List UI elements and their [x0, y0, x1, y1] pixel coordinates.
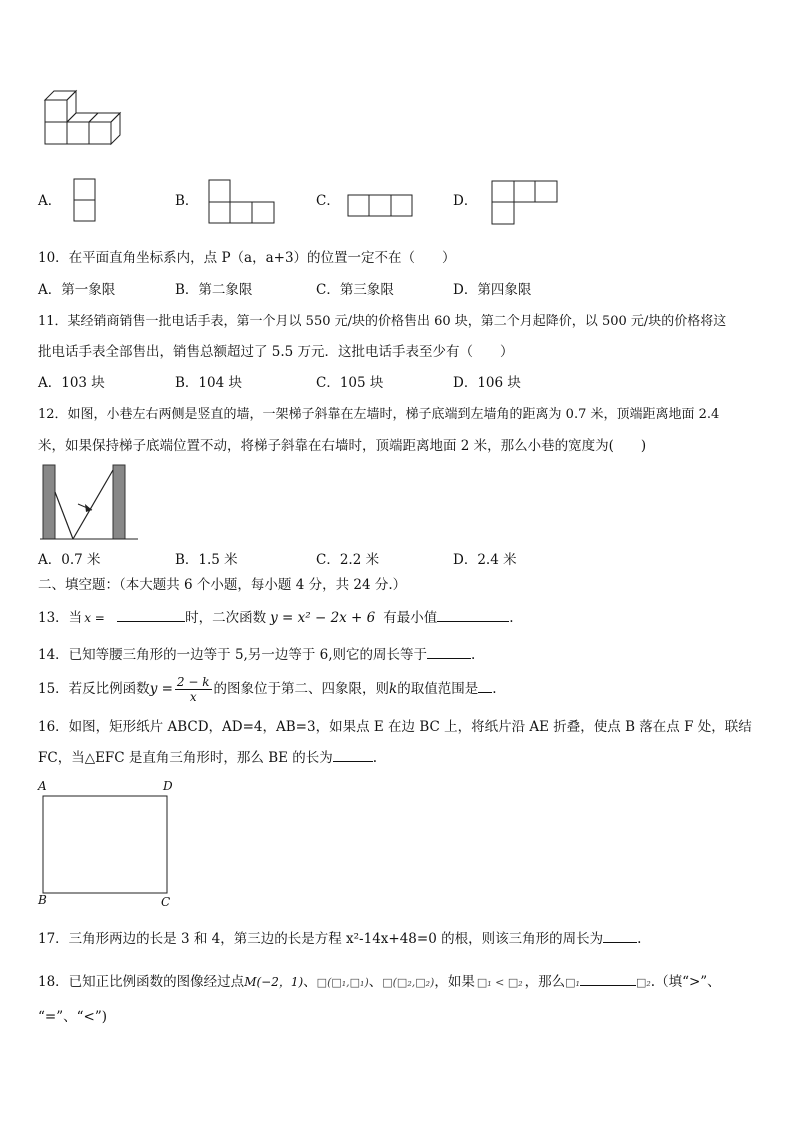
q18-condition: □₁ < □₂ — [476, 976, 523, 989]
q16-stem-line2 — [38, 749, 377, 767]
q13-suffix: 有最小值 — [383, 610, 438, 626]
q12-stem-line2: 米，如果保持梯子底端位置不动，将梯子斜靠在右墙时，顶端距离地面 2 米，那么小巷的宽度为( ) — [38, 438, 647, 454]
q10-option-c: C．第三象限 — [316, 282, 394, 298]
q15-fraction — [175, 675, 212, 704]
q13-line — [38, 609, 514, 627]
q16-label-c: C — [161, 895, 171, 909]
q11-option-a: A．103 块 — [38, 375, 105, 391]
q16-rectangle-figure — [42, 795, 168, 895]
q9-option-d-figure — [491, 180, 559, 226]
q14-end: . — [471, 647, 476, 663]
q18-sep2: 、 — [368, 974, 383, 990]
q18-y1: □₁ — [565, 976, 580, 989]
q16-blank[interactable] — [333, 749, 373, 762]
q18-point-b: □(□₂,□₂) — [382, 976, 435, 989]
q9-option-a-figure — [73, 178, 97, 222]
q18-mid: ，如果 — [434, 974, 475, 990]
q13-function: y = x² − 2x + 6 — [270, 610, 376, 626]
q9-solid-figure — [40, 88, 130, 150]
q12-ladder-figure — [40, 462, 140, 544]
q17-line — [38, 930, 641, 948]
q15-prefix: 15．若反比例函数 — [38, 681, 150, 697]
q10-stem: 10．在平面直角坐标系内，点 P（a，a+3）的位置一定不在（ ） — [38, 250, 456, 266]
q11-stem-line1: 11．某经销商销售一批电话手表，第一个月以 550 元/块的价格售出 60 块，第二个月起降价，以 500 元/块的价格将这 — [38, 314, 727, 329]
q18-prefix: 18．已知正比例函数的图像经过点 — [38, 974, 245, 990]
q15-suffix: 的取值范围是 — [397, 681, 479, 697]
q18-then: ，那么 — [524, 974, 566, 990]
q9-option-c-label: C． — [316, 193, 340, 209]
q13-mid: 时，二次函数 — [185, 610, 267, 626]
q18-sep1: 、 — [303, 974, 317, 990]
q15-blank[interactable] — [478, 680, 492, 693]
q12-option-b: B．1.5 米 — [175, 552, 238, 568]
q9-option-a-label: A． — [38, 193, 62, 209]
q18-blank[interactable] — [580, 973, 636, 986]
q17-blank[interactable] — [603, 930, 637, 943]
q18-y2: □₂ — [635, 976, 651, 989]
q15-line — [38, 672, 497, 706]
q17-end: . — [637, 931, 642, 947]
q18-point-m: M(−2，1) — [244, 975, 304, 989]
q14-blank[interactable] — [427, 646, 471, 659]
q18-line1 — [38, 973, 721, 992]
q15-denominator: x — [189, 690, 197, 704]
q11-stem-line2: 批电话手表全部售出，销售总额超过了 5.5 万元．这批电话手表至少有（ ） — [38, 344, 514, 360]
q13-end: . — [509, 610, 514, 626]
q18-fill-hint: .（填“>”、 — [650, 974, 721, 990]
q11-option-b: B．104 块 — [175, 375, 242, 391]
q10-option-d: D．第四象限 — [453, 282, 532, 298]
q18-point-a: □(□₁,□₁) — [316, 976, 369, 989]
q12-option-c: C．2.2 米 — [316, 552, 380, 568]
q12-option-a: A．0.7 米 — [38, 552, 101, 568]
q16-label-a: A — [38, 779, 47, 793]
q13-blank-2[interactable] — [437, 609, 509, 622]
q15-numerator: 2 − k — [176, 675, 210, 689]
q15-k: k — [389, 681, 398, 697]
q12-option-d: D．2.4 米 — [453, 552, 517, 568]
q13-blank-1[interactable] — [117, 609, 185, 622]
q11-option-c: C．105 块 — [316, 375, 384, 391]
q10-option-a: A．第一象限 — [38, 282, 116, 298]
q16-label-b: B — [38, 893, 47, 907]
q14-text: 14．已知等腰三角形的一边等于 5,另一边等于 6,则它的周长等于 — [38, 647, 428, 663]
q10-option-b: B．第二象限 — [175, 282, 253, 298]
q15-end: . — [492, 681, 497, 697]
q11-option-d: D．106 块 — [453, 375, 521, 391]
q15-mid: 的图象位于第二、四象限，则 — [213, 681, 390, 697]
q13-var-eq: x = — [84, 611, 105, 625]
q9-option-b-label: B． — [175, 193, 199, 209]
q13-prefix: 13．当 — [38, 610, 83, 626]
q9-option-b-figure — [208, 179, 276, 225]
q12-stem-line1: 12．如图，小巷左右两侧是竖直的墙，一架梯子斜靠在左墙时，梯子底端到左墙角的距离为 0.7 米，顶端距离地面 2.4 — [38, 407, 720, 422]
q9-option-d-label: D． — [453, 193, 478, 209]
q15-y-eq: y = — [149, 681, 173, 697]
section-2-heading: 二、填空题：（本大题共 6 个小题，每小题 4 分，共 24 分.） — [38, 577, 407, 593]
q16-end: . — [372, 750, 378, 766]
q9-option-c-figure — [347, 194, 414, 218]
q16-label-d: D — [163, 779, 173, 793]
q17-text: 17．三角形两边的长是 3 和 4，第三边的长是方程 x²-14x+48=0 的根，则该三角形的周长为 — [38, 931, 604, 947]
q16-stem-line1: 16．如图，矩形纸片 ABCD，AD=4，AB=3，如果点 E 在边 BC 上，将纸片沿 AE 折叠，使点 B 落在点 F 处，联结 — [38, 719, 752, 735]
q18-line2: “=”、“<”) — [38, 1009, 107, 1025]
q16-stem-line2-text: FC，当△EFC 是直角三角形时，那么 BE 的长为 — [38, 750, 333, 766]
q14-line — [38, 646, 475, 664]
